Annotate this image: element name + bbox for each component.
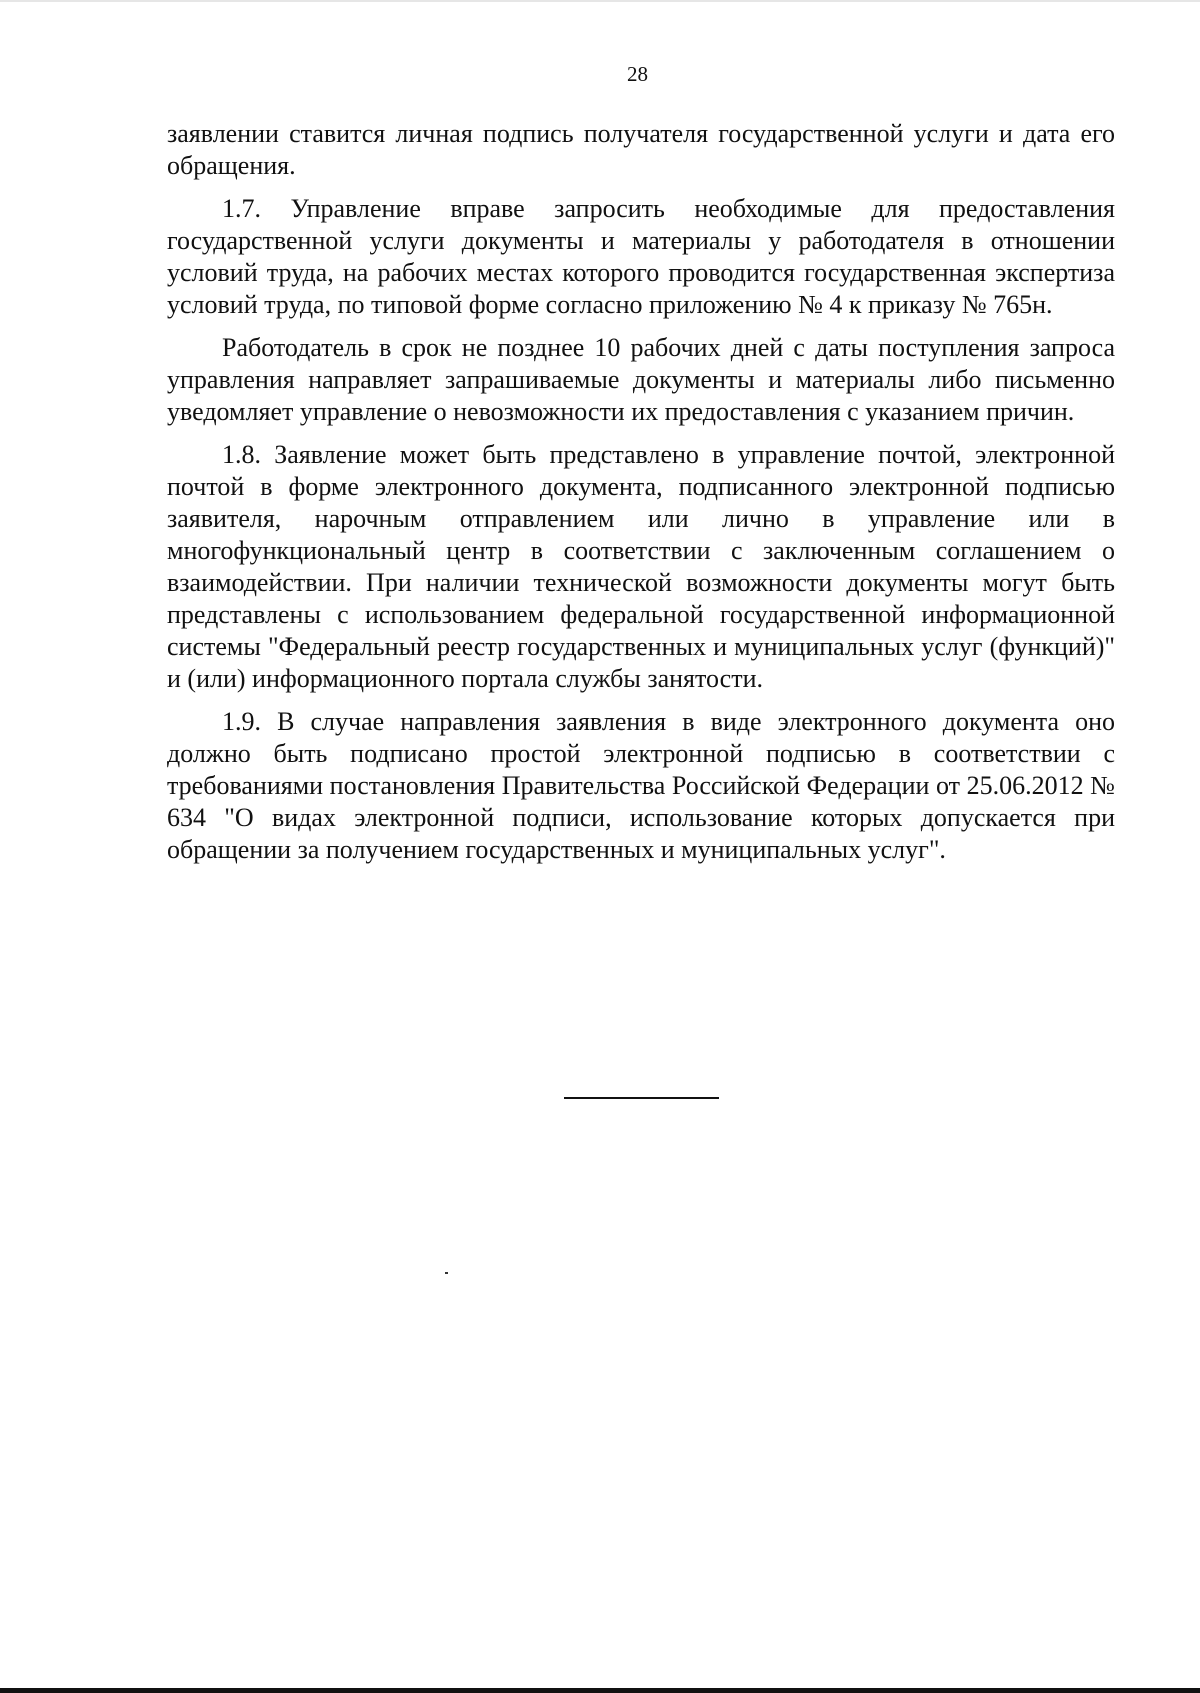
page-number: 28 [627, 62, 648, 86]
paragraph-continuation: заявлении ставится личная подпись получателя государственной услуги и дата его обращения. [167, 119, 1115, 180]
scan-edge-top [0, 0, 1200, 2]
paragraph-1-9: 1.9. В случае направления заявления в виде электронного документа оно должно быть подписано простой электронной подписью в соответствии с требованиями постановления Правительства Российской Федерации от 25.06.2012 № 634 "О видах электронной подписи, использование которых допускается при обращении за получением государственных и муниципальных услуг". [167, 707, 1115, 864]
scan-edge-bottom [0, 1688, 1200, 1693]
scan-speck [445, 1272, 448, 1274]
paragraph-1-8: 1.8. Заявление может быть представлено в управление почтой, электронной почтой в форме электронного документа, подписанного электронной подписью заявителя, нарочным отправлением или лично в управление или в многофункциональный центр в соответствии с заключенным соглашением о взаимодействии. При наличии технической возможности документы могут быть представлены с использованием федеральной государственной информационной системы "Федеральный реестр государственных и муниципальных услуг (функций)" и (или) информационного портала службы занятости. [167, 440, 1115, 693]
end-separator-line [564, 1097, 719, 1099]
paragraph-employer-deadline: Работодатель в срок не позднее 10 рабочих дней с даты поступления запроса управления направляет запрашиваемые документы и материалы либо письменно уведомляет управление о невозможности их предоставления с указанием причин. [167, 333, 1115, 426]
document-body [167, 118, 1115, 877]
paragraph-1-7: 1.7. Управление вправе запросить необходимые для предоставления государственной услуги документы и материалы у работодателя в отношении условий труда, на рабочих местах которого проводится государственная экспертиза условий труда, по типовой форме согласно приложению № 4 к приказу № 765н. [167, 194, 1115, 319]
